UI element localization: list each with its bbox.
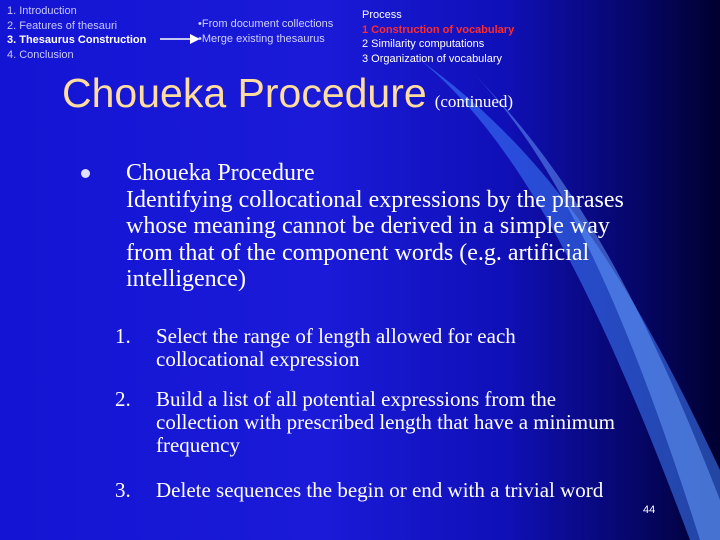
step-text: Delete sequences the begin or end with a trivial word xyxy=(156,478,604,502)
step-item-2 xyxy=(115,388,615,457)
process-step-1: 1 Construction of vocabulary xyxy=(362,23,515,36)
section-nav xyxy=(7,4,146,62)
step-number: 1. xyxy=(115,324,131,348)
page-number: 44 xyxy=(643,504,656,516)
bullet-body: Identifying collocational expressions by the phrases whose meaning cannot be derived in a simple way from that of the component words (e.g. artificial intelligence) xyxy=(126,186,624,292)
bullet-icon xyxy=(81,169,90,178)
process-heading: Process xyxy=(362,9,402,21)
step-text: Build a list of all potential expressions from the collection with prescribed length that have a minimum frequency xyxy=(156,387,615,457)
step-text: Select the range of length allowed for each collocational expression xyxy=(156,324,516,371)
bullet-heading: Choueka Procedure xyxy=(126,160,315,186)
nav-item-conclusion[interactable]: 4. Conclusion xyxy=(7,48,74,61)
step-item-1 xyxy=(115,325,615,371)
slide-title xyxy=(62,70,513,117)
source-item: •From document collections xyxy=(198,18,334,30)
bullet-text xyxy=(126,160,646,293)
process-step-2: 2 Similarity computations xyxy=(362,38,485,50)
step-number: 3. xyxy=(115,478,131,502)
slide-title-text: Choueka Procedure xyxy=(62,70,427,116)
slide-title-suffix: (continued) xyxy=(434,92,514,111)
arrow-right-icon xyxy=(160,32,200,46)
step-item-3 xyxy=(115,479,615,502)
process-list xyxy=(362,8,514,66)
process-step-3: 3 Organization of vocabulary xyxy=(362,52,503,65)
sources-list xyxy=(198,17,333,46)
nav-item-thesaurus-construction[interactable]: 3. Thesaurus Construction xyxy=(7,34,147,46)
source-item: •Merge existing thesaurus xyxy=(198,32,325,45)
nav-item-introduction[interactable]: 1. Introduction xyxy=(7,5,77,17)
nav-item-features[interactable]: 2. Features of thesauri xyxy=(7,19,118,32)
step-number: 2. xyxy=(115,387,131,411)
